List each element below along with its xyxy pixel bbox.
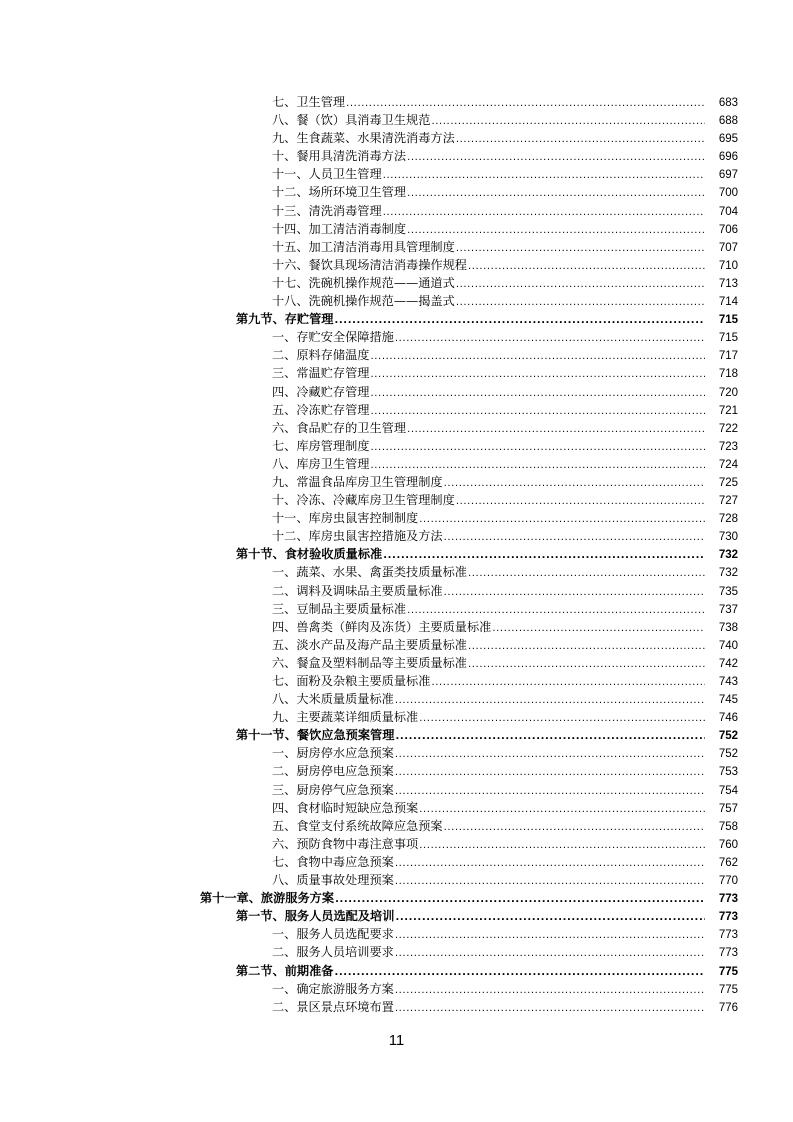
toc-section-entry[interactable] xyxy=(0,310,793,328)
toc-entry-page: 743 xyxy=(718,676,738,688)
toc-item-entry[interactable] xyxy=(0,835,793,853)
toc-item-entry[interactable] xyxy=(0,111,793,129)
toc-entry-title: 五、食堂支付系统故障应急预案 xyxy=(272,818,443,833)
toc-entry-title: 一、服务人员选配要求 xyxy=(272,927,394,942)
toc-item-entry[interactable] xyxy=(0,509,793,527)
toc-entry-title: 十三、清洗消毒管理 xyxy=(272,203,382,218)
toc-entry-title: 九、常温食品库房卫生管理制度 xyxy=(272,474,443,489)
toc-entry-title: 五、冷冻贮存管理 xyxy=(272,402,370,417)
toc-section-entry[interactable] xyxy=(0,962,793,980)
toc-entry-title: 一、蔬菜、水果、禽蛋类技质量标准 xyxy=(272,565,467,580)
toc-entry-page: 727 xyxy=(718,495,738,508)
toc-entry-page: 732 xyxy=(718,567,738,580)
toc-entry-page: 683 xyxy=(718,97,738,109)
toc-entry-page: 720 xyxy=(718,386,738,399)
toc-entry-page: 715 xyxy=(718,314,738,327)
toc-entry-page: 770 xyxy=(718,875,738,888)
toc-item-entry[interactable] xyxy=(0,292,793,310)
toc-entry-page: 754 xyxy=(718,784,738,797)
toc-entry-title: 七、库房管理制度 xyxy=(272,438,370,453)
toc-item-entry[interactable] xyxy=(0,274,793,292)
toc-entry-page: 688 xyxy=(718,115,738,128)
toc-item-entry[interactable] xyxy=(0,147,793,165)
toc-entry-page: 706 xyxy=(718,223,738,236)
toc-entry-page: 697 xyxy=(718,169,738,182)
toc-entry-title: 十、冷冻、冷藏库房卫生管理制度 xyxy=(272,493,455,508)
toc-item-entry[interactable] xyxy=(0,383,793,401)
toc-entry-page: 732 xyxy=(718,549,738,562)
toc-item-entry[interactable] xyxy=(0,600,793,618)
toc-entry-title: 二、服务人员培训要求 xyxy=(272,945,394,960)
toc-item-entry[interactable] xyxy=(0,129,793,147)
toc-entry-page: 718 xyxy=(718,368,738,381)
toc-entry-page: 760 xyxy=(718,838,738,851)
toc-item-entry[interactable] xyxy=(0,980,793,998)
table-of-contents xyxy=(0,93,793,1016)
toc-item-entry[interactable] xyxy=(0,943,793,961)
toc-entry-title: 五、淡水产品及海产品主要质量标准 xyxy=(272,637,467,652)
toc-item-entry[interactable] xyxy=(0,781,793,799)
toc-entry-title: 第二节、前期准备 xyxy=(236,963,334,978)
toc-item-entry[interactable] xyxy=(0,328,793,346)
toc-item-entry[interactable] xyxy=(0,925,793,943)
toc-entry-title: 十二、库房虫鼠害控措施及方法 xyxy=(272,529,443,544)
toc-entry-page: 707 xyxy=(718,241,738,254)
toc-entry-title: 六、预防食物中毒注意事项 xyxy=(272,836,419,851)
toc-entry-title: 九、生食蔬菜、水果清洗消毒方法 xyxy=(272,131,455,146)
toc-item-entry[interactable] xyxy=(0,527,793,545)
toc-entry-page: 722 xyxy=(718,422,738,435)
toc-entry-page: 753 xyxy=(718,766,738,779)
toc-item-entry[interactable] xyxy=(0,762,793,780)
toc-entry-title: 八、质量事故处理预案 xyxy=(272,873,394,888)
toc-item-entry[interactable] xyxy=(0,817,793,835)
toc-item-entry[interactable] xyxy=(0,165,793,183)
toc-item-entry[interactable] xyxy=(0,455,793,473)
toc-entry-title: 六、食品贮存的卫生管理 xyxy=(272,420,407,435)
toc-entry-page: 746 xyxy=(718,712,738,725)
toc-entry-title: 十六、餐饮具现场清洁消毒操作规程 xyxy=(272,257,467,272)
toc-item-entry[interactable] xyxy=(0,401,793,419)
toc-item-entry[interactable] xyxy=(0,220,793,238)
toc-entry-title: 七、食物中毒应急预案 xyxy=(272,854,394,869)
toc-entry-page: 723 xyxy=(718,440,738,453)
toc-entry-page: 776 xyxy=(718,1001,738,1014)
toc-entry-page: 738 xyxy=(718,621,738,634)
toc-item-entry[interactable] xyxy=(0,491,793,509)
toc-item-entry[interactable] xyxy=(0,563,793,581)
toc-item-entry[interactable] xyxy=(0,708,793,726)
toc-entry-page: 758 xyxy=(718,820,738,833)
toc-entry-page: 725 xyxy=(718,476,738,489)
toc-chapter-entry[interactable] xyxy=(0,889,793,907)
toc-entry-page: 714 xyxy=(718,296,738,309)
toc-entry-title: 第十一章、旅游服务方案 xyxy=(200,891,335,906)
toc-entry-title: 二、原料存储温度 xyxy=(272,348,370,363)
toc-entry-title: 十一、人员卫生管理 xyxy=(272,167,382,182)
page-number: 11 xyxy=(388,1032,405,1049)
toc-entry-page: 730 xyxy=(718,531,738,544)
toc-entry-title: 三、常温贮存管理 xyxy=(272,366,370,381)
toc-entry-page: 728 xyxy=(718,513,738,526)
toc-entry-title: 一、存贮安全保障措施 xyxy=(272,330,394,345)
toc-entry-page: 704 xyxy=(718,205,738,218)
toc-entry-page: 775 xyxy=(718,965,738,978)
toc-item-entry[interactable] xyxy=(0,238,793,256)
toc-entry-page: 696 xyxy=(718,151,738,164)
toc-entry-title: 第一节、服务人员选配及培训 xyxy=(236,909,395,924)
toc-entry-title: 十八、洗碗机操作规范——揭盖式 xyxy=(272,294,455,309)
toc-entry-title: 七、卫生管理 xyxy=(272,95,346,109)
toc-entry-page: 717 xyxy=(718,350,738,363)
toc-entry-title: 十七、洗碗机操作规范——通道式 xyxy=(272,275,455,290)
toc-item-entry[interactable] xyxy=(0,998,793,1016)
toc-entry-page: 745 xyxy=(718,694,738,707)
toc-entry-title: 十二、场所环境卫生管理 xyxy=(272,185,407,200)
toc-entry-title: 十五、加工清洁消毒用具管理制度 xyxy=(272,239,455,254)
toc-dot-leader xyxy=(395,1000,705,1018)
toc-entry-title: 十四、加工清洁消毒制度 xyxy=(272,221,407,236)
toc-item-entry[interactable] xyxy=(0,202,793,220)
toc-entry-title: 八、餐（饮）具消毒卫生规范 xyxy=(272,113,431,128)
toc-entry-page: 710 xyxy=(718,259,738,272)
toc-entry-title: 四、兽禽类（鲜肉及冻货）主要质量标准 xyxy=(272,619,492,634)
toc-item-entry[interactable] xyxy=(0,636,793,654)
toc-entry-title: 二、景区景点环境布置 xyxy=(272,999,394,1014)
toc-entry-page: 752 xyxy=(718,730,738,743)
toc-entry-page: 737 xyxy=(718,603,738,616)
toc-item-entry[interactable] xyxy=(0,256,793,274)
toc-entry-page: 740 xyxy=(718,639,738,652)
toc-entry-title: 三、厨房停气应急预案 xyxy=(272,782,394,797)
toc-item-entry[interactable] xyxy=(0,473,793,491)
toc-item-entry[interactable] xyxy=(0,618,793,636)
toc-item-entry[interactable] xyxy=(0,437,793,455)
toc-entry-title: 一、厨房停水应急预案 xyxy=(272,746,394,761)
toc-entry-title: 第十节、食材验收质量标准 xyxy=(236,547,383,562)
toc-entry-page: 773 xyxy=(718,893,738,906)
toc-entry-title: 七、面粉及杂粮主要质量标准 xyxy=(272,674,431,688)
toc-entry-title: 三、豆制品主要质量标准 xyxy=(272,601,407,616)
toc-item-entry[interactable] xyxy=(0,871,793,889)
toc-entry-title: 第十一节、餐饮应急预案管理 xyxy=(236,728,395,743)
toc-item-entry[interactable] xyxy=(0,853,793,871)
toc-entry-page: 724 xyxy=(718,458,738,471)
toc-entry-title: 第九节、存贮管理 xyxy=(236,312,334,327)
toc-entry-page: 715 xyxy=(718,332,738,345)
toc-entry-title: 八、大米质量质量标准 xyxy=(272,692,394,707)
toc-entry-title: 四、食材临时短缺应急预案 xyxy=(272,800,419,815)
toc-entry-title: 一、确定旅游服务方案 xyxy=(272,981,394,996)
toc-item-entry[interactable] xyxy=(0,654,793,672)
toc-item-entry[interactable] xyxy=(0,799,793,817)
toc-entry-title: 二、厨房停电应急预案 xyxy=(272,764,394,779)
toc-item-entry[interactable] xyxy=(0,672,793,690)
toc-section-entry[interactable] xyxy=(0,907,793,925)
toc-entry-page: 773 xyxy=(718,929,738,942)
toc-section-entry[interactable] xyxy=(0,726,793,744)
toc-entry-page: 775 xyxy=(718,983,738,996)
toc-entry-page: 773 xyxy=(718,911,738,924)
toc-entry-title: 四、冷藏贮存管理 xyxy=(272,384,370,399)
toc-entry-title: 十一、库房虫鼠害控制制度 xyxy=(272,511,419,526)
toc-entry-page: 773 xyxy=(718,947,738,960)
toc-item-entry[interactable] xyxy=(0,690,793,708)
toc-entry-title: 十、餐用具清洗消毒方法 xyxy=(272,149,407,164)
toc-item-entry[interactable] xyxy=(0,346,793,364)
toc-entry-page: 752 xyxy=(718,748,738,761)
toc-entry-page: 700 xyxy=(718,187,738,200)
toc-item-entry[interactable] xyxy=(0,582,793,600)
toc-entry-title: 八、库房卫生管理 xyxy=(272,456,370,471)
toc-item-entry[interactable] xyxy=(0,364,793,382)
toc-entry-page: 695 xyxy=(718,133,738,146)
toc-entry-page: 713 xyxy=(718,277,738,290)
toc-entry-title: 六、餐盒及塑料制品等主要质量标准 xyxy=(272,655,467,670)
toc-item-entry[interactable] xyxy=(0,419,793,437)
toc-entry-page: 742 xyxy=(718,657,738,670)
toc-entry-page: 757 xyxy=(718,802,738,815)
toc-entry-title: 九、主要蔬菜详细质量标准 xyxy=(272,710,419,725)
toc-entry-page: 762 xyxy=(718,856,738,869)
toc-entry-page: 721 xyxy=(718,404,738,417)
toc-item-entry[interactable] xyxy=(0,744,793,762)
toc-item-entry[interactable] xyxy=(0,183,793,201)
toc-item-entry[interactable] xyxy=(0,93,793,111)
toc-section-entry[interactable] xyxy=(0,545,793,563)
toc-entry-title: 二、调料及调味品主要质量标准 xyxy=(272,583,443,598)
toc-entry-page: 735 xyxy=(718,585,738,598)
